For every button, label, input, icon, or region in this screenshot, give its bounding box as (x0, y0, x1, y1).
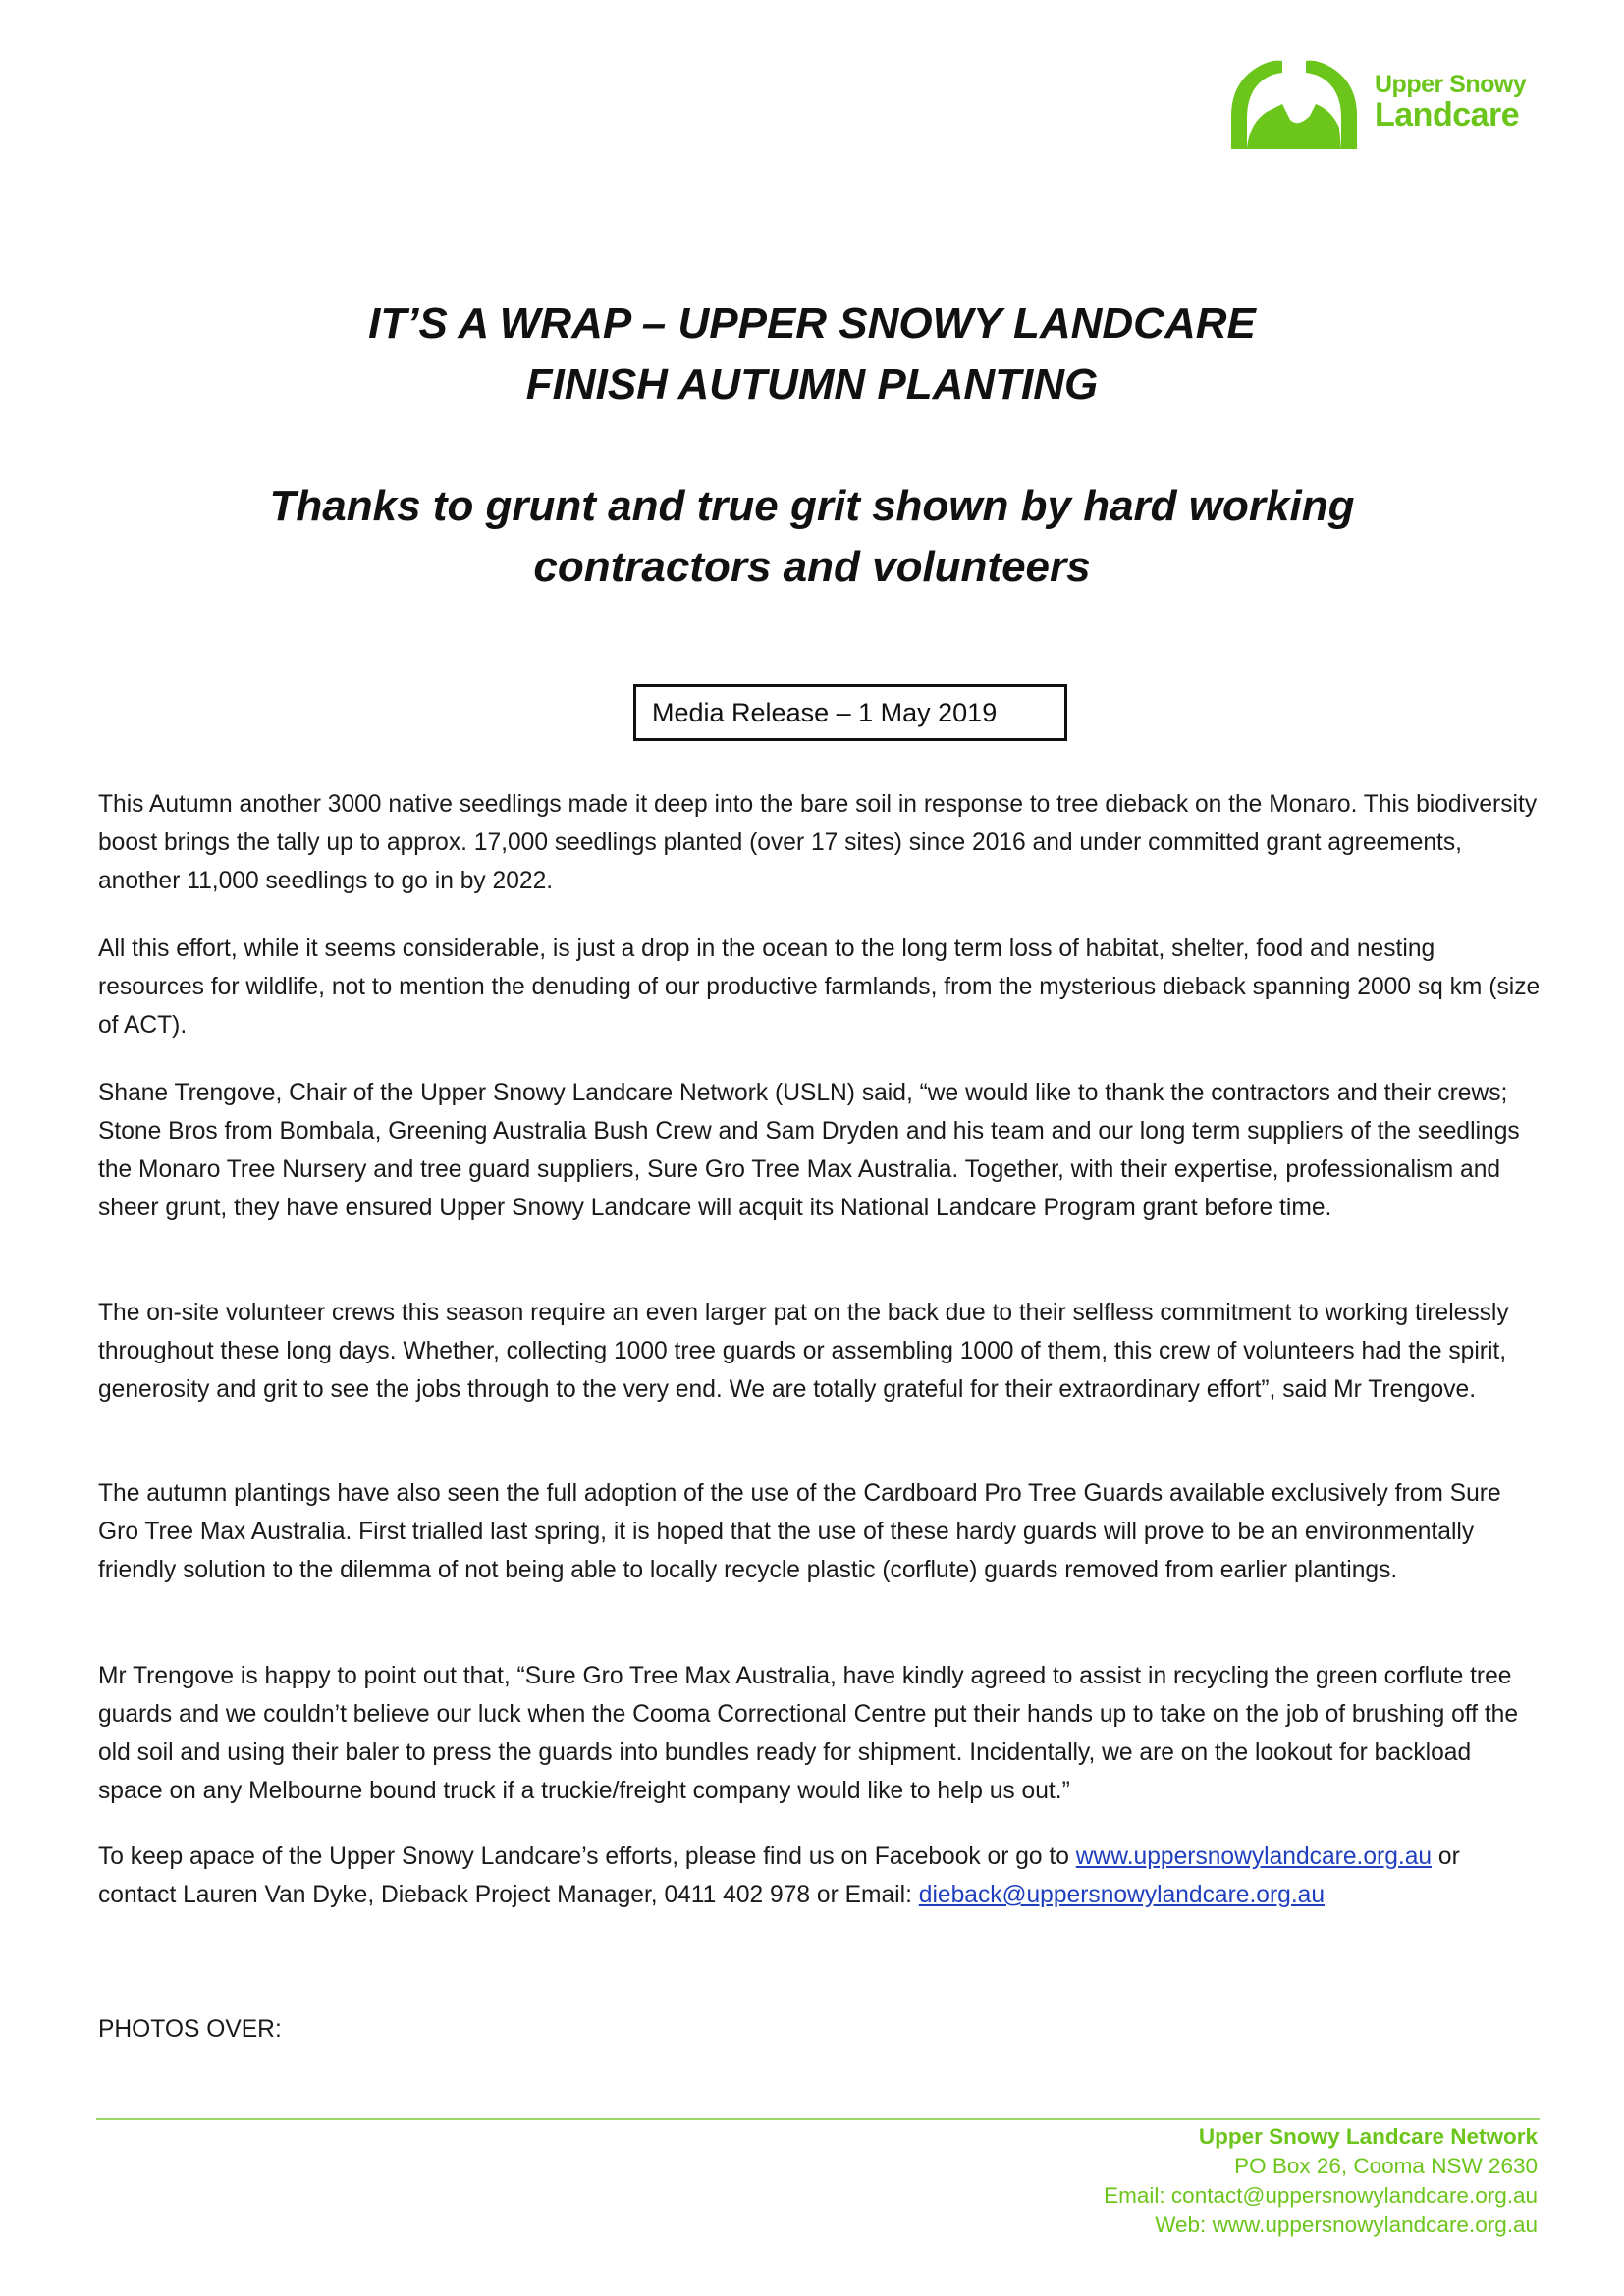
footer-email: Email: contact@uppersnowylandcare.org.au (1104, 2183, 1538, 2208)
subheadline-line-1: Thanks to grunt and true grit shown by hard working (269, 482, 1355, 530)
landcare-hands-icon (1225, 55, 1363, 153)
contact-text-prefix: To keep apace of the Upper Snowy Landcare’s efforts, please find us on Facebook or go to (98, 1843, 1076, 1870)
paragraph-4: The on-site volunteer crews this season require an even larger pat on the back due to their selfless commitment to working tirelessly throughout these long days. Whether, collecting 1000 tree guards or assembling 1000 of them, this crew of volunteers had the spirit, generosity and grit to see the jobs through to the very end. We are totally grateful for their extraordinary effort”, said Mr Trengove. (98, 1300, 1509, 1403)
photos-over-note: PHOTOS OVER: (98, 2016, 282, 2043)
headline-line-2: FINISH AUTUMN PLANTING (525, 360, 1099, 408)
paragraph-1: This Autumn another 3000 native seedlings made it deep into the bare soil in response to tree dieback on the Monaro. This biodiversity boost brings the tally up to approx. 17,000 seedlings planted (over 17 sites) since 2016 and under committed grant agreements, another 11,000 seedlings to go in by 2022. (98, 791, 1538, 894)
footer-divider (96, 2118, 1540, 2120)
footer-org-name: Upper Snowy Landcare Network (1198, 2124, 1538, 2149)
paragraph-7 (98, 1838, 1542, 1914)
footer-address-block (1104, 2122, 1538, 2240)
logo-text-landcare: Landcare (1375, 96, 1520, 133)
footer-web: Web: www.uppersnowylandcare.org.au (1155, 2213, 1538, 2237)
subheadline-line-2: contractors and volunteers (533, 543, 1091, 591)
website-link[interactable]: www.uppersnowylandcare.org.au (1075, 1843, 1433, 1870)
logo (1225, 55, 1527, 153)
paragraph-5: The autumn plantings have also seen the full adoption of the use of the Cardboard Pro Tree Guards available exclusively from Sure Gro Tree Max Australia. First trialled last spring, it is hoped that the use of these hardy guards will prove to be an environmentally friendly solution to the dilemma of not being able to locally recycle plastic (corflute) guards removed from earlier plantings. (98, 1480, 1501, 1583)
paragraph-2: All this effort, while it seems considerable, is just a drop in the ocean to the long term loss of habitat, shelter, food and nesting resources for wildlife, not to mention the denuding of our productive farmlands, from the mysterious dieback spanning 2000 sq km (size of ACT). (98, 935, 1541, 1039)
logo-text-upper-snowy: Upper Snowy (1375, 71, 1527, 98)
contact-text-middle: or contact Lauren Van Dyke, Dieback Project Manager, 0411 402 978 or Email: (98, 1843, 1460, 1908)
paragraph-6: Mr Trengove is happy to point out that, “Sure Gro Tree Max Australia, have kindly agreed to assist in recycling the green corflute tree guards and we couldn’t believe our luck when the Cooma Correctional Centre put their hands up to take on the job of brushing off the old soil and using their baler to press the guards into bundles ready for shipment. Incidentally, we are on the lookout for backload space on any Melbourne bound truck if a truckie/freight company would like to help us out.” (98, 1663, 1519, 1804)
media-release-box: Media Release – 1 May 2019 (633, 684, 1067, 741)
email-link[interactable]: dieback@uppersnowylandcare.org.au (918, 1882, 1326, 1908)
footer-po-box: PO Box 26, Cooma NSW 2630 (1234, 2154, 1538, 2178)
headline-line-1: IT’S A WRAP – UPPER SNOWY LANDCARE (368, 299, 1256, 347)
paragraph-3: Shane Trengove, Chair of the Upper Snowy Landcare Network (USLN) said, “we would like to thank the contractors and their crews; Stone Bros from Bombala, Greening Australia Bush Crew and Sam Dryden and his team and our long term suppliers of the seedlings the Monaro Tree Nursery and tree guard suppliers, Sure Gro Tree Max Australia. Together, with their expertise, professionalism and sheer grunt, they have ensured Upper Snowy Landcare will acquit its National Landcare Program grant before time. (98, 1080, 1520, 1221)
